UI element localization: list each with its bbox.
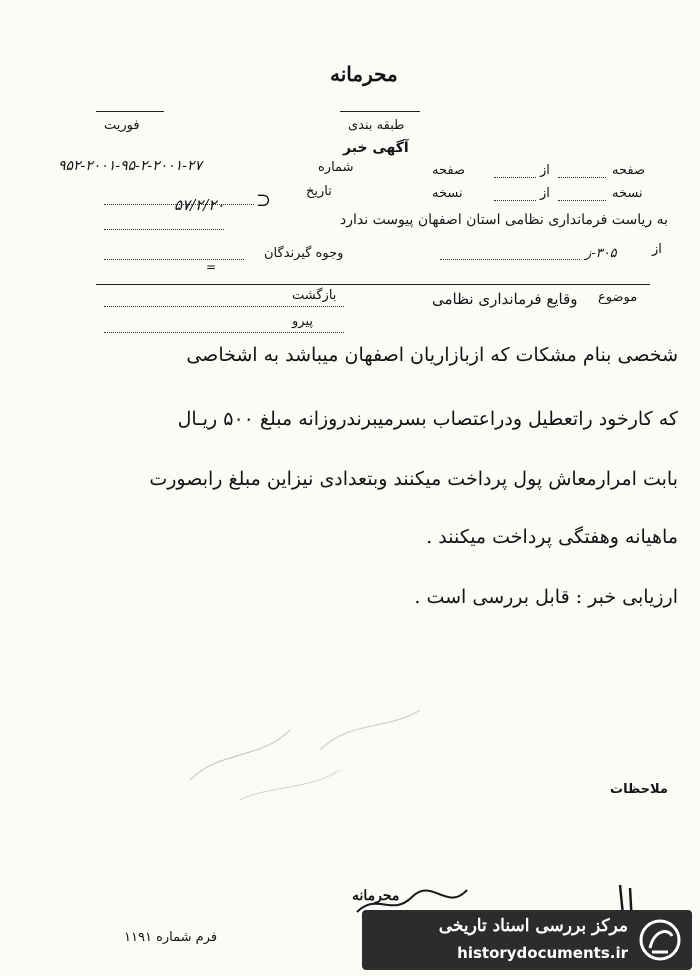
from-dots-mid xyxy=(440,258,580,260)
header-divider xyxy=(96,284,650,285)
from-value: ۳۰۵-ز xyxy=(585,246,617,261)
handwritten-mark: ⊃ xyxy=(256,190,272,211)
bottom-secret: محرمانه xyxy=(352,888,400,904)
body-line-4: ماهیانه وهفتگی پرداخت میکنند . xyxy=(426,526,678,548)
from-dots-left xyxy=(104,258,244,260)
copy-dots-2 xyxy=(558,199,606,201)
body-line-3: بابت امرارمعاش پول پرداخت میکنند وبتعدادی نیزاین مبلغ رابصورت xyxy=(149,468,678,490)
date-value: ۵۷/۲/۲۰ xyxy=(174,196,225,214)
date-label: تاریخ xyxy=(306,184,332,199)
page-of-label: از xyxy=(540,163,550,178)
from-label: از xyxy=(652,242,662,257)
body-line-2: که کارخود راتعطیل ودراعتصاب بسرمیبرندروزانه مبلغ ۵۰۰ ریـال xyxy=(177,408,678,430)
evaluation-line: ارزیابی خبر : قابل بررسی است . xyxy=(414,586,678,608)
number-label: شماره xyxy=(318,160,354,175)
page-dots-2 xyxy=(558,176,606,178)
form-number: فرم شماره ۱۱۹۱ xyxy=(124,930,218,945)
page-label-2: صفحه xyxy=(612,163,645,178)
equals-mark: = xyxy=(206,260,217,274)
copy-label-2: نسخه xyxy=(612,186,643,201)
number-value: ۹۵۲-۲۰۰۱-۹۵-۲-۲۰۰۱-۲۷ xyxy=(58,158,202,174)
copy-of-label: از xyxy=(540,186,550,201)
recipients-label: وجوه گیرندگان xyxy=(264,246,344,261)
watermark-title: مرکز بررسی اسناد تاریخی xyxy=(438,916,628,936)
subject-value: وقایع فرمانداری نظامی xyxy=(432,290,578,308)
return-dots xyxy=(104,305,344,307)
copy-dots-1 xyxy=(494,199,536,201)
watermark-url: historydocuments.ir xyxy=(457,944,628,962)
copy-label-1: نسخه xyxy=(432,186,463,201)
to-dots-left xyxy=(104,228,224,230)
urgency-label: فوریت xyxy=(104,118,140,133)
classification-label: طبقه بندی xyxy=(348,118,405,133)
page-dots-1 xyxy=(494,176,536,178)
watermark xyxy=(362,910,692,970)
urgency-rule xyxy=(96,111,164,112)
follow-label: پیرو xyxy=(292,314,313,329)
bleed-through-strokes xyxy=(180,690,480,810)
notes-label: ملاحظات xyxy=(610,782,668,797)
watermark-logo-icon xyxy=(638,918,682,962)
to-line: به ریاست فرمانداری نظامی استان اصفهان پیوست ندارد xyxy=(339,212,668,228)
classification-rule xyxy=(340,111,420,112)
body-line-1: شخصی بنام مشکات که ازبازاریان اصفهان میباشد به اشخاصی xyxy=(186,344,678,366)
subject-label: موضوع xyxy=(598,290,638,305)
page-label-1: صفحه xyxy=(432,163,465,178)
follow-dots xyxy=(104,331,344,333)
classification-value: آگهی خبر xyxy=(343,140,409,156)
return-label: بازگشت xyxy=(292,288,337,303)
document-title: محرمانه xyxy=(330,62,398,86)
